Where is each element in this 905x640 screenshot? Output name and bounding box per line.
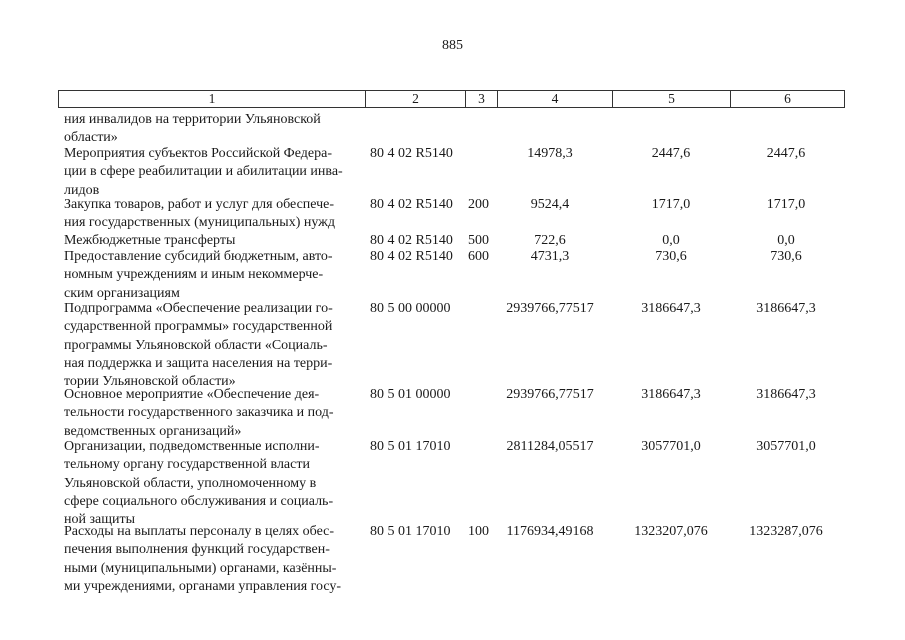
column-header-1: 1 <box>59 91 366 108</box>
expense-type: 500 <box>468 233 489 248</box>
amount-col4: 9524,4 <box>530 197 570 212</box>
expense-type: 600 <box>468 249 489 264</box>
amount-col6: 0,0 <box>777 233 795 248</box>
amount-col6: 1717,0 <box>766 197 806 212</box>
description-line: тории Ульяновской области» <box>64 374 236 390</box>
target-code: 80 5 01 00000 <box>370 387 451 402</box>
description-line: ния государственных (муниципальных) нужд <box>64 215 335 231</box>
amount-col5: 3186647,3 <box>641 301 701 316</box>
target-code: 80 5 01 17010 <box>370 439 451 454</box>
column-header-row <box>59 91 845 108</box>
description-line: Подпрограмма «Обеспечение реализации го- <box>64 301 333 316</box>
amount-col4: 2939766,77517 <box>506 301 594 316</box>
row-description <box>64 248 360 303</box>
amount-col5: 1717,0 <box>651 197 691 212</box>
amount-col5: 3057701,0 <box>641 439 701 454</box>
row-description <box>64 196 360 233</box>
amount-col5: 730,6 <box>655 249 687 264</box>
target-code: 80 5 01 17010 <box>370 524 451 539</box>
description-line: ная поддержка и защита населения на терри- <box>64 355 333 371</box>
amount-col5: 1323207,076 <box>634 524 708 539</box>
column-header-4: 4 <box>498 91 613 108</box>
target-code: 80 4 02 R5140 <box>370 249 453 264</box>
target-code: 80 4 02 R5140 <box>370 146 453 161</box>
description-line: Организации, подведомственные исполни- <box>64 439 320 454</box>
description-line: ским организациям <box>64 285 180 301</box>
description-line: ными (муниципальными) органами, казённы- <box>64 560 337 576</box>
target-code: 80 5 00 00000 <box>370 301 451 316</box>
description-line: сударственной программы» государственной <box>64 319 333 335</box>
amount-col4: 4731,3 <box>530 249 570 264</box>
description-line: сфере социального обслуживания и социаль- <box>64 493 334 509</box>
column-header-table <box>58 90 845 108</box>
description-line: Расходы на выплаты персоналу в целях обес- <box>64 524 335 539</box>
description-line: тельности государственного заказчика и под- <box>64 405 334 421</box>
amount-col6: 1323287,076 <box>749 524 823 539</box>
expense-type: 200 <box>468 197 489 212</box>
description-line: Мероприятия субъектов Российской Федера- <box>64 146 332 161</box>
amount-col5: 2447,6 <box>651 146 691 161</box>
target-code: 80 4 02 R5140 <box>370 197 453 212</box>
description-line: ми учреждениями, органами управления госу- <box>64 578 342 594</box>
amount-col6: 3057701,0 <box>756 439 816 454</box>
row-description <box>64 111 360 148</box>
amount-col4: 2811284,05517 <box>506 439 594 454</box>
row-description <box>64 300 360 391</box>
description-line: Межбюджетные трансферты <box>64 233 236 248</box>
amount-col4: 14978,3 <box>527 146 573 161</box>
amount-col5: 3186647,3 <box>641 387 701 402</box>
description-line: Закупка товаров, работ и услуг для обеспече- <box>64 197 335 212</box>
description-line: тельному органу государственной власти <box>64 457 310 473</box>
description-line: Предоставление субсидий бюджетным, авто- <box>64 249 333 264</box>
amount-col6: 2447,6 <box>766 146 806 161</box>
amount-col6: 3186647,3 <box>756 387 816 402</box>
amount-col5: 0,0 <box>662 233 680 248</box>
description-line: Ульяновской области, уполномоченному в <box>64 475 317 491</box>
expense-type: 100 <box>468 524 489 539</box>
amount-col4: 2939766,77517 <box>506 387 594 402</box>
description-line: программы Ульяновской области «Социаль- <box>64 337 328 353</box>
column-header-5: 5 <box>613 91 731 108</box>
amount-col4: 1176934,49168 <box>506 524 594 539</box>
amount-col6: 730,6 <box>770 249 802 264</box>
row-description <box>64 145 360 200</box>
column-header-2: 2 <box>366 91 466 108</box>
description-line: печения выполнения функций государствен- <box>64 542 330 558</box>
description-line: ния инвалидов на территории Ульяновской <box>64 112 321 127</box>
description-line: ции в сфере реабилитации и абилитации инва- <box>64 164 343 180</box>
column-header-6: 6 <box>731 91 845 108</box>
description-line: области» <box>64 130 118 146</box>
row-description <box>64 438 360 529</box>
target-code: 80 4 02 R5140 <box>370 233 453 248</box>
description-line: ной защиты <box>64 512 136 528</box>
row-description <box>64 523 360 596</box>
column-header-3: 3 <box>466 91 498 108</box>
description-line: ведомственных организаций» <box>64 423 242 439</box>
amount-col6: 3186647,3 <box>756 301 816 316</box>
description-line: номным учреждениям и иным некоммерче- <box>64 267 324 283</box>
page-number: 885 <box>442 38 463 53</box>
description-line: Основное мероприятие «Обеспечение дея- <box>64 387 320 402</box>
row-description <box>64 386 360 441</box>
amount-col4: 722,6 <box>534 233 566 248</box>
description-line: лидов <box>64 182 100 198</box>
